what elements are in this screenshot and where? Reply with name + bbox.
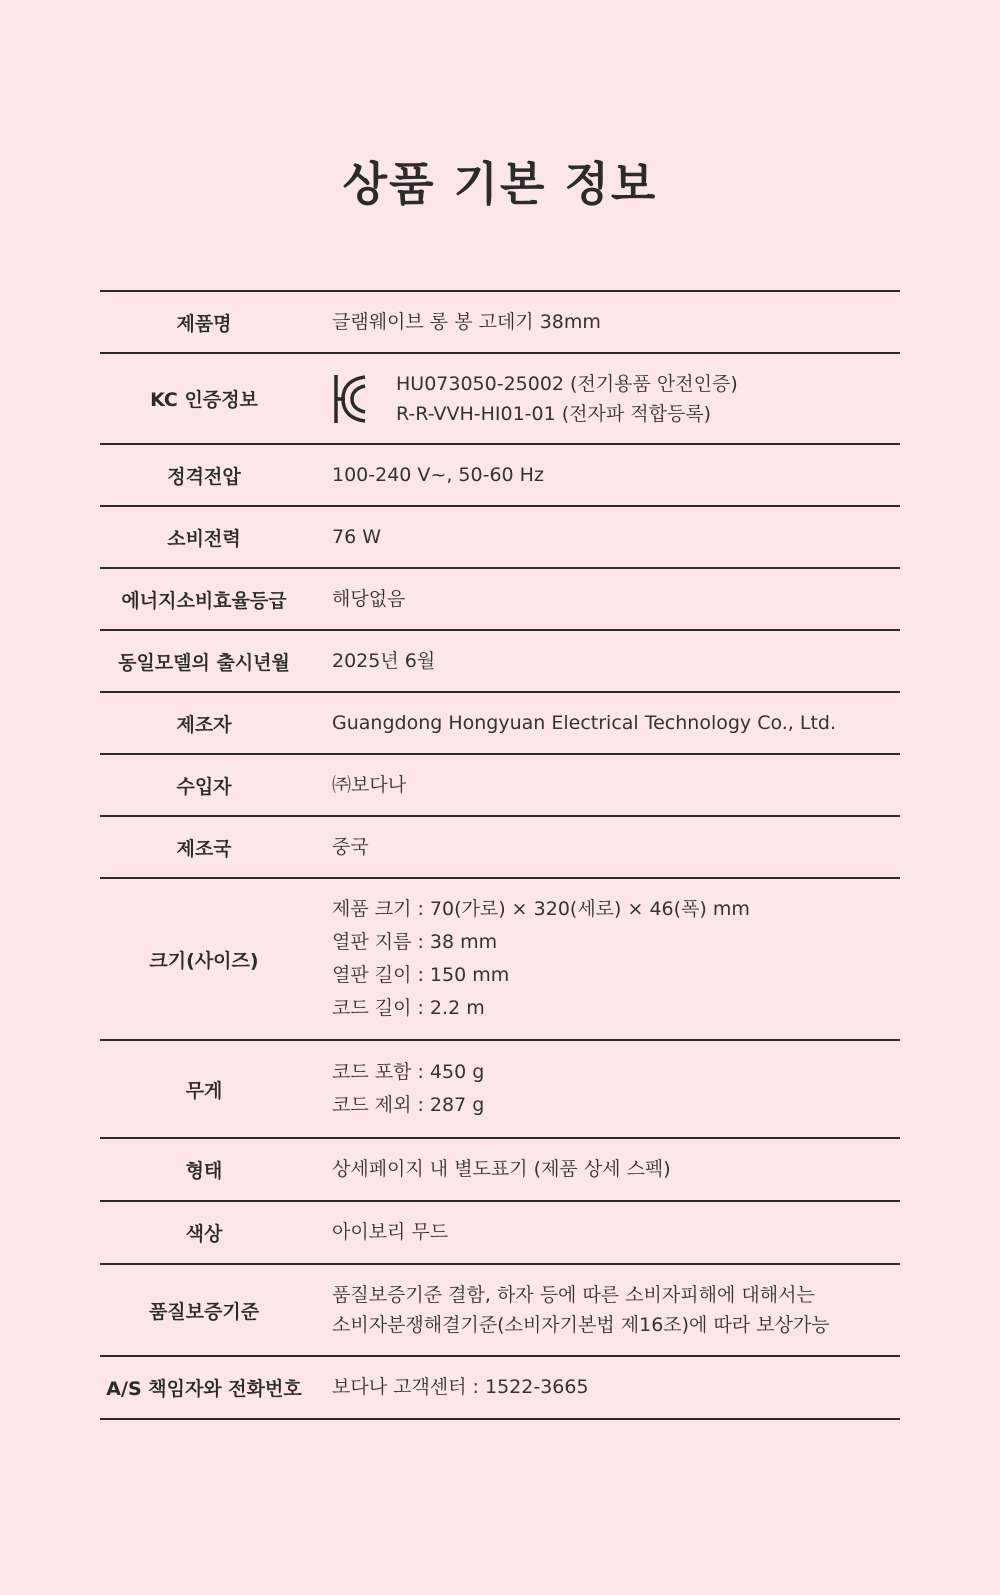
spec-row-as-contact [100,1357,900,1420]
spec-row-kc-certification [100,354,900,445]
value-line: 100-240 V~, 50-60 Hz [332,463,544,486]
row-value [308,645,435,678]
value-line: Guangdong Hongyuan Electrical Technology Co., Ltd. [332,711,837,734]
row-label: 소비전력 [167,527,241,550]
value-line: 코드 포함 : 450 g [332,1061,485,1083]
value-line: 중국 [332,835,369,858]
value-line: 보다나 고객센터 : 1522-3665 [332,1376,589,1398]
kc-lines [396,369,738,429]
value-line: 열판 지름 : 38 mm [332,931,498,953]
value-line: ㈜보다나 [332,773,407,796]
spec-row-product-name [100,292,900,354]
value-line: HU073050-25002 (전기용품 안전인증) [396,372,738,395]
value-line: 열판 길이 : 150 mm [332,964,510,986]
row-label: 품질보증기준 [148,1300,260,1323]
spec-row-country [100,817,900,879]
value-line: 품질보증기준 결함, 하자 등에 따른 소비자피해에 대해서는 [332,1284,815,1306]
row-label: 정격전압 [167,465,241,488]
row-value [308,306,601,339]
row-label: 동일모델의 출시년월 [118,651,290,674]
row-value [308,1371,589,1404]
value-line: 해당없음 [332,587,406,610]
row-label: 형태 [185,1160,223,1182]
page-title: 상품 기본 정보 [342,157,658,211]
spec-row-quality-warranty [100,1265,900,1357]
value-line: 코드 제외 : 287 g [332,1094,485,1116]
row-label: 수입자 [176,775,232,798]
row-label: 제품명 [176,312,232,335]
row-label: 제조국 [176,837,232,860]
row-value [308,1216,448,1249]
spec-row-form [100,1139,900,1202]
row-label: 크기(사이즈) [149,949,259,972]
row-value [308,769,406,802]
value-line: 76 W [332,525,382,548]
row-label: KC 인증정보 [150,389,258,411]
row-value [308,521,381,554]
row-value [308,369,738,429]
row-label: 색상 [185,1223,223,1245]
spec-row-rated-voltage [100,445,900,507]
row-value [308,707,836,740]
value-line: 제품 크기 : 70(가로) × 320(세로) × 46(폭) mm [332,898,750,920]
row-value [308,1056,484,1122]
row-value [308,1280,830,1340]
row-value [308,893,750,1025]
row-label: 제조자 [176,713,232,736]
value-line: 소비자분쟁해결기준(소비자기본법 제16조)에 따라 보상가능 [332,1314,830,1336]
spec-row-importer [100,755,900,817]
value-line: 글램웨이브 롱 봉 고데기 38mm [332,310,601,333]
spec-row-size [100,879,900,1041]
kc-certification-logo-icon [332,371,370,427]
value-line: 2025년 6월 [332,649,436,672]
spec-row-release-date [100,631,900,693]
row-label: A/S 책임자와 전화번호 [106,1378,302,1400]
value-line: R-R-VVH-HI01-01 (전자파 적합등록) [396,402,712,425]
row-value [308,583,405,616]
spec-row-manufacturer [100,693,900,755]
row-label: 무게 [185,1079,223,1102]
value-line: 코드 길이 : 2.2 m [332,997,485,1019]
value-line: 상세페이지 내 별도표기 (제품 상세 스펙) [332,1158,671,1180]
spec-table [100,290,900,1420]
spec-row-energy-grade [100,569,900,631]
spec-row-color [100,1202,900,1265]
row-value [308,1153,671,1186]
row-value [308,831,369,864]
spec-row-weight [100,1041,900,1139]
value-line: 아이보리 무드 [332,1221,449,1243]
spec-row-power-consumption [100,507,900,569]
row-label: 에너지소비효율등급 [121,589,287,612]
row-value [308,459,544,492]
